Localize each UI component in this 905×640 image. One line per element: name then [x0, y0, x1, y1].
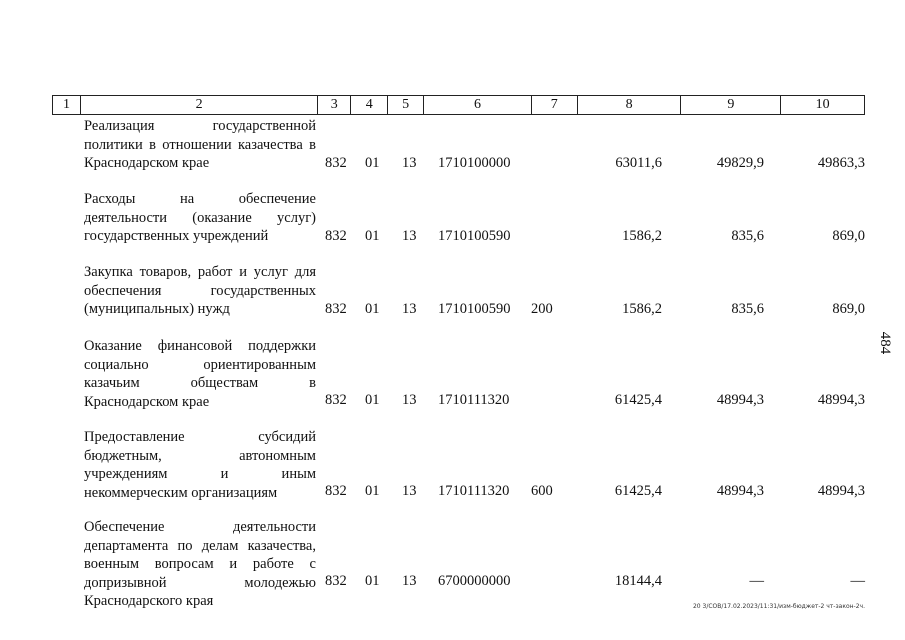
row-amount-year3: 48994,3 — [817, 392, 865, 408]
row-amount-year2: 48994,3 — [716, 392, 764, 408]
row-expense-type: 600 — [531, 483, 553, 499]
header-cell-8: 8 — [578, 96, 682, 114]
row-section-code: 01 — [365, 392, 380, 408]
row-expense-type: 200 — [531, 301, 553, 317]
row-ministry-code: 832 — [325, 483, 347, 499]
row-amount-year1: 1586,2 — [622, 301, 662, 317]
row-subsection-code: 13 — [402, 392, 417, 408]
row-description: Предоставление субсидий бюджетным, автономным учреждениям и иным некоммерческим организациям — [84, 429, 316, 501]
row-section-code: 01 — [365, 228, 380, 244]
row-target-code: 1710100590 — [438, 301, 511, 317]
row-subsection-code: 13 — [402, 155, 417, 171]
row-amount-year1: 1586,2 — [622, 228, 662, 244]
row-amount-year3: — — [850, 573, 865, 589]
row-amount-year2: 49829,9 — [716, 155, 764, 171]
header-cell-3: 3 — [318, 96, 351, 114]
row-target-code: 6700000000 — [438, 573, 511, 589]
row-amount-year2: — — [749, 573, 764, 589]
row-description: Реализация государственной политики в отношении казачества в Краснодарском крае — [84, 118, 316, 171]
row-target-code: 1710111320 — [438, 483, 510, 499]
row-ministry-code: 832 — [325, 573, 347, 589]
table-header-row — [52, 95, 865, 115]
row-amount-year1: 63011,6 — [615, 155, 662, 171]
row-ministry-code: 832 — [325, 392, 347, 408]
footer-file-stamp: 20 3/СОВ/17.02.2023/11:31/изм-бюджет-2 чт-закон-2ч. — [692, 603, 865, 610]
row-target-code: 1710111320 — [438, 392, 510, 408]
header-cell-4: 4 — [351, 96, 388, 114]
header-cell-5: 5 — [388, 96, 424, 114]
header-cell-6: 6 — [424, 96, 532, 114]
row-ministry-code: 832 — [325, 155, 347, 171]
row-section-code: 01 — [365, 155, 380, 171]
row-amount-year1: 61425,4 — [614, 392, 662, 408]
row-subsection-code: 13 — [402, 483, 417, 499]
row-subsection-code: 13 — [402, 228, 417, 244]
row-amount-year2: 835,6 — [731, 301, 764, 317]
row-target-code: 1710100590 — [438, 228, 511, 244]
header-cell-7: 7 — [532, 96, 578, 114]
page-number: 484 — [877, 331, 893, 355]
row-subsection-code: 13 — [402, 573, 417, 589]
row-ministry-code: 832 — [325, 228, 347, 244]
row-description: Закупка товаров, работ и услуг для обеспечения государственных (муниципальных) нужд — [84, 264, 316, 317]
row-target-code: 1710100000 — [438, 155, 511, 171]
row-description: Обеспечение деятельности департамента по делам казачества, военным вопросам и работе с допризывной молодежью Краснодарского края — [84, 519, 316, 609]
header-cell-9: 9 — [681, 96, 781, 114]
row-amount-year3: 48994,3 — [817, 483, 865, 499]
row-subsection-code: 13 — [402, 301, 417, 317]
row-amount-year3: 869,0 — [832, 301, 865, 317]
row-ministry-code: 832 — [325, 301, 347, 317]
row-section-code: 01 — [365, 573, 380, 589]
header-cell-2: 2 — [81, 96, 318, 114]
row-description: Расходы на обеспечение деятельности (оказание услуг) государственных учреждений — [84, 191, 316, 244]
header-cell-10: 10 — [815, 97, 830, 112]
row-amount-year2: 48994,3 — [716, 483, 764, 499]
row-amount-year1: 61425,4 — [614, 483, 662, 499]
row-section-code: 01 — [365, 301, 380, 317]
row-amount-year3: 49863,3 — [817, 155, 865, 171]
header-cell-1: 1 — [53, 96, 81, 114]
row-amount-year3: 869,0 — [832, 228, 865, 244]
row-amount-year1: 18144,4 — [614, 573, 662, 589]
row-description: Оказание финансовой поддержки социально ориентированным казачьим обществам в Краснодарском крае — [84, 338, 316, 410]
row-section-code: 01 — [365, 483, 380, 499]
row-amount-year2: 835,6 — [731, 228, 764, 244]
